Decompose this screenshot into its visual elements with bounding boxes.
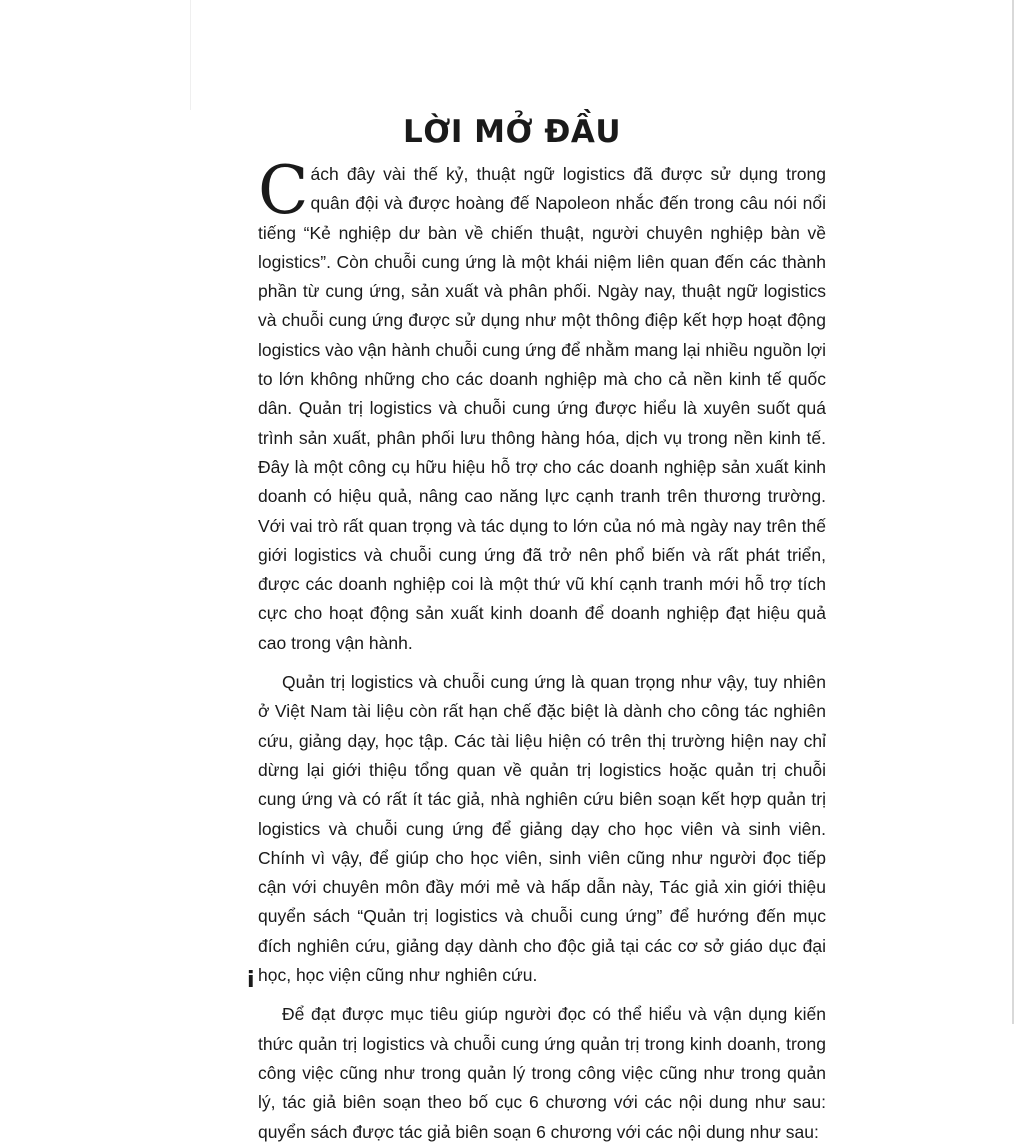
body-text bbox=[258, 152, 826, 1147]
paragraph-1 bbox=[258, 152, 826, 658]
page-number: i bbox=[247, 968, 255, 993]
paragraph-3: Để đạt được mục tiêu giúp người đọc có thể hiểu và vận dụng kiến thức quản trị logistics và chuỗi cung ứng quản trị trong kinh doanh, trong công việc cũng như trong quản lý trong công việc cũng như trong quản lý, tác giả biên soạn theo bố cục 6 chương với các nội dung như sau: quyển sách được tác giả biên soạn 6 chương với các nội dung như sau: bbox=[258, 1004, 826, 1142]
page-fold-shadow bbox=[190, 0, 191, 110]
page-title: LỜI MỞ ĐẦU bbox=[402, 114, 622, 150]
drop-cap: C bbox=[258, 152, 309, 229]
paragraph-1-text: ách đây vài thế kỷ, thuật ngữ logistics đã được sử dụng trong quân đội và được hoàng đế Napoleon nhắc đến trong câu nói nổi tiếng “Kẻ nghiệp dư bàn về chiến thuật, người chuyên nghiệp bàn về logistics”. Còn chuỗi cung ứng là một khái niệm liên quan đến các thành phần từ cung ứng, sản xuất và phân phối. Ngày nay, thuật ngữ logistics và chuỗi cung ứng được sử dụng như một thông điệp kết hợp hoạt động logistics vào vận hành chuỗi cung ứng để nhằm mang lại nhiều nguồn lợi to lớn không những cho các doanh nghiệp mà cho cả nền kinh tế quốc dân. Quản trị logistics và chuỗi cung ứng được hiểu là xuyên suốt quá trình sản xuất, phân phối lưu thông hàng hóa, dịch vụ trong nền kinh tế. Đây là một công cụ hữu hiệu hỗ trợ cho các doanh nghiệp sản xuất kinh doanh có hiệu quả, nâng cao năng lực cạnh tranh trên thương trường. Với vai trò rất quan trọng và tác dụng to lớn của nó mà ngày nay trên thế giới logistics và chuỗi cung ứng đã trở nên phổ biến và rất phát triển, được các doanh nghiệp coi là một thứ vũ khí cạnh tranh mới hỗ trợ tích cực cho hoạt động sản xuất kinh doanh để doanh nghiệp đạt hiệu quả cao trong vận hành. bbox=[258, 164, 826, 653]
page-edge-line bbox=[1012, 0, 1014, 1024]
paragraph-2: Quản trị logistics và chuỗi cung ứng là quan trọng như vậy, tuy nhiên ở Việt Nam tài liệu còn rất hạn chế đặc biệt là dành cho công tác nghiên cứu, giảng dạy, học tập. Các tài liệu hiện có trên thị trường hiện nay chỉ dừng lại giới thiệu tổng quan về quản trị logistics hoặc quản trị chuỗi cung ứng và có rất ít tác giả, nhà nghiên cứu biên soạn kết hợp quản trị logistics và chuỗi cung ứng để giảng dạy cho học viên và sinh viên. Chính vì vậy, để giúp cho học viên, sinh viên cũng như người đọc tiếp cận với chuyên môn đầy mới mẻ và hấp dẫn này, Tác giả xin giới thiệu quyển sách “Quản trị logistics và chuỗi cung ứng” để hướng đến mục đích nghiên cứu, giảng dạy dành cho độc giả tại các cơ sở giáo dục đại học, học viện cũng như nghiên cứu. bbox=[258, 672, 826, 986]
